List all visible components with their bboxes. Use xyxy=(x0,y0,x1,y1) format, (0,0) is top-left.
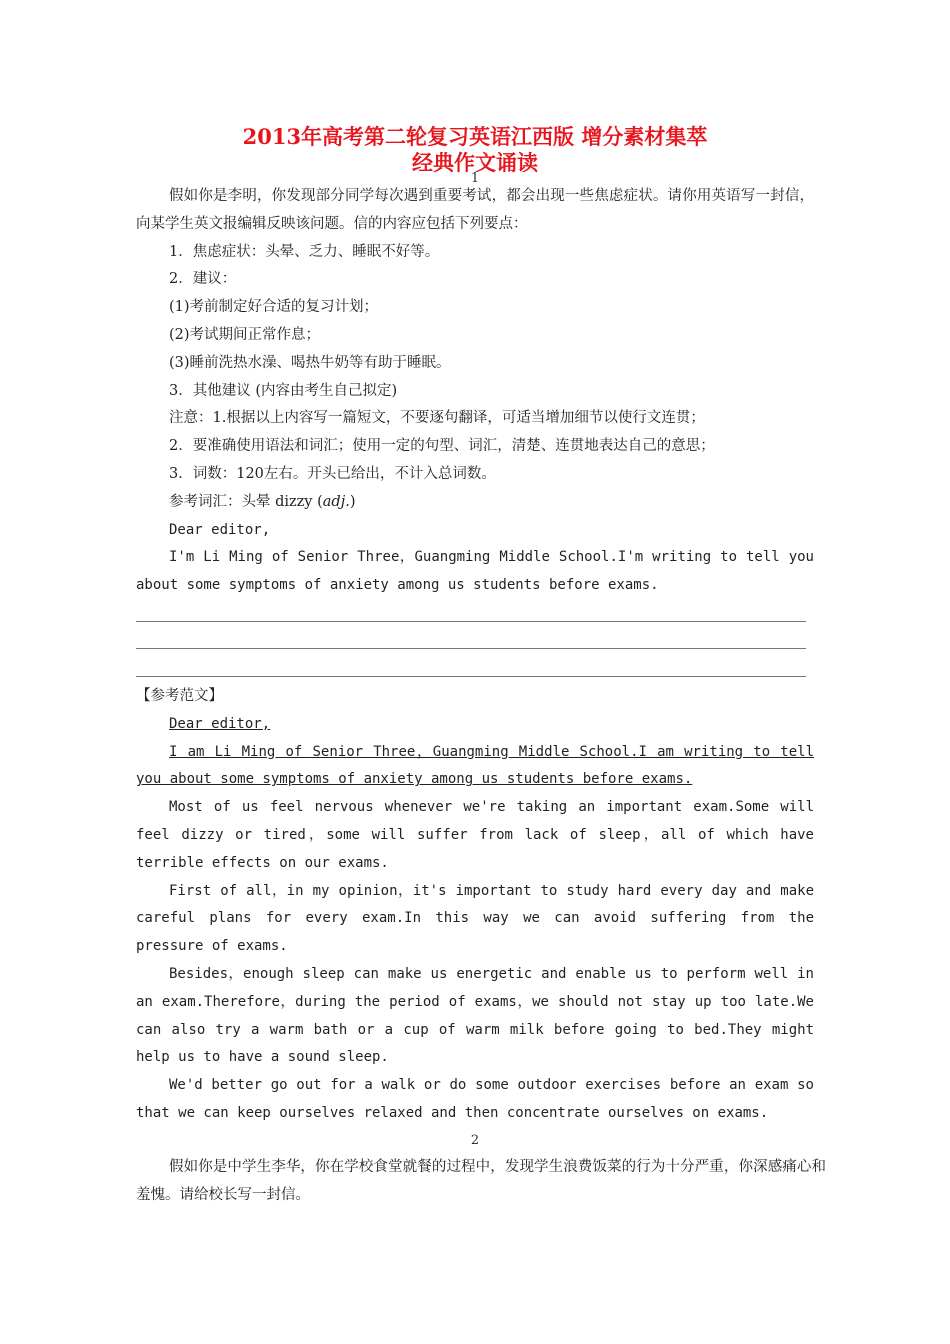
point-item: 3．词数：120左右。开头已给出，不计入总词数。 xyxy=(169,465,496,482)
point-item: (2)考试期间正常作息； xyxy=(169,326,321,343)
answer-line xyxy=(136,676,806,677)
reference-paragraph: First of all，in my opinion，it's important to study hard every day and make careful plans for every exam.In this way we can avoid suffering from the pressure of exams. xyxy=(136,882,814,955)
point-item: (1)考前制定好合适的复习计划； xyxy=(169,299,379,316)
prompt-text: 假如你是李明，你发现部分同学每次遇到重要考试，都会出现一些焦虑症状。请你用英语写一封信，向某学生英文报编辑反映该问题。信的内容应包括下列要点： xyxy=(136,188,814,232)
reference-header: 【参考范文】 xyxy=(136,688,223,704)
document-title: 2013年高考第二轮复习英语江西版 增分素材集萃 xyxy=(242,124,708,149)
point-item: 注意：1.根据以上内容写一篇短文，不要逐句翻译，可适当增加细节以使行文连贯； xyxy=(169,410,705,427)
section-number-1: 1 xyxy=(470,171,480,186)
reference-opening: I am Li Ming of Senior Three，Guangming Middle School.I am writing to tell you about some symptoms of anxiety among us students before exams. xyxy=(136,743,814,788)
answer-line xyxy=(136,648,806,649)
reference-greeting: Dear editor, xyxy=(169,715,271,732)
reference-paragraph: Most of us feel nervous whenever we're taking an important exam.Some will feel dizzy or tired，some will suffer from lack of sleep，all of which have terrible effects on our exams. xyxy=(136,799,814,871)
reference-paragraph: We'd better go out for a walk or do some outdoor exercises before an exam so that we can keep ourselves relaxed and then concentrate ourselves on exams. xyxy=(136,1077,814,1121)
answer-line xyxy=(136,621,806,622)
point-item: 2．要准确使用语法和词汇；使用一定的句型、词汇，清楚、连贯地表达自己的意思； xyxy=(169,438,715,455)
section-number-2: 2 xyxy=(470,1133,480,1148)
vocab-pos: adj. xyxy=(322,493,350,510)
point-item: 3．其他建议 (内容由考生自己拟定) xyxy=(169,382,398,399)
letter-opening: I'm Li Ming of Senior Three，Guangming Middle School.I'm writing to tell you about some symptoms of anxiety among us students before exams. xyxy=(136,549,814,594)
document-subtitle: 经典作文诵读 xyxy=(412,150,538,175)
section-1-prompt xyxy=(136,183,814,600)
letter-greeting: Dear editor, xyxy=(169,521,271,538)
vocab-prefix: 参考词汇：头晕 dizzy ( xyxy=(169,493,323,510)
point-item: 2．建议： xyxy=(169,271,237,288)
point-item: 1．焦虑症状：头晕、乏力、睡眠不好等。 xyxy=(169,243,440,260)
section-2-prompt xyxy=(136,1154,826,1210)
vocab-note xyxy=(136,489,814,517)
prompt-text: 假如你是中学生李华，你在学校食堂就餐的过程中，发现学生浪费饭菜的行为十分严重，你深感痛心和羞愧。请给校长写一封信。 xyxy=(136,1159,826,1203)
vocab-suffix: ) xyxy=(349,493,356,510)
point-item: (3)睡前洗热水澡、喝热牛奶等有助于睡眠。 xyxy=(169,354,451,371)
reference-essay xyxy=(136,683,814,1128)
reference-paragraph: Besides，enough sleep can make us energetic and enable us to perform well in an exam.Therefore，during the period of exams，we should not stay up too late.We can also try a warm bath or a cup of warm milk before going to bed.They might help us to have a sound sleep. xyxy=(136,965,814,1066)
